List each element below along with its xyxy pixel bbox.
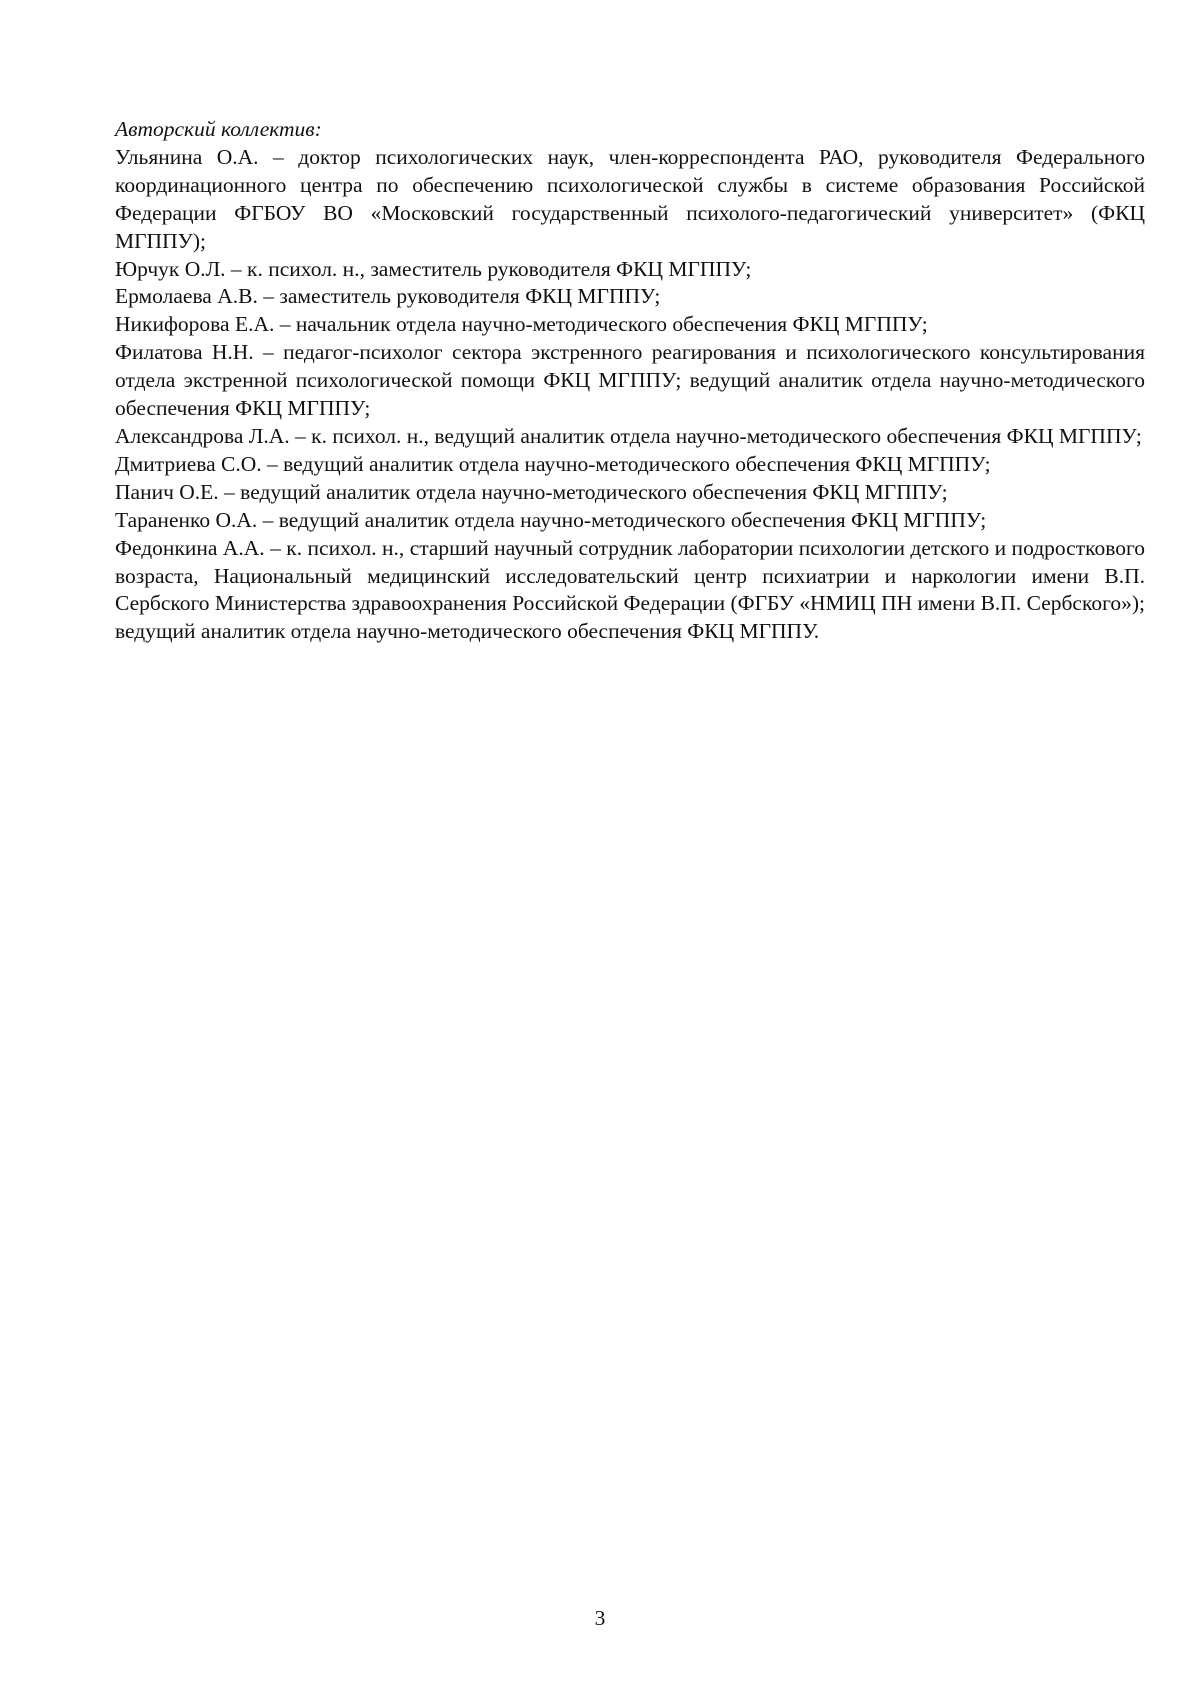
author-entry-filatova: Филатова Н.Н. – педагог-психолог сектора экстренного реагирования и психологического консультирования отдела экстренной психологической помощи ФКЦ МГППУ; ведущий аналитик отдела научно-методического обеспечения ФКЦ МГППУ; <box>115 340 1145 421</box>
authors-section <box>115 116 1145 646</box>
author-entry-nikiforova: Никифорова Е.А. – начальник отдела научно-методического обеспечения ФКЦ МГППУ; <box>115 312 928 337</box>
author-entry-yurchuk: Юрчук О.Л. – к. психол. н., заместитель руководителя ФКЦ МГППУ; <box>115 256 752 281</box>
section-heading: Авторский коллектив: <box>115 117 322 141</box>
page-number: 3 <box>594 1606 606 1630</box>
author-entry-dmitrieva: Дмитриева С.О. – ведущий аналитик отдела научно-методического обеспечения ФКЦ МГППУ; <box>115 451 991 476</box>
author-entry-aleksandrova: Александрова Л.А. – к. психол. н., ведущий аналитик отдела научно-методического обеспечения ФКЦ МГППУ; <box>115 423 1142 448</box>
author-entry-fedonkina: Федонкина А.А. – к. психол. н., старший научный сотрудник лаборатории психологии детского и подросткового возраста, Национальный медицинский исследовательский центр психиатрии и наркологии имени В.П. Сербского Министерства здравоохранения Российской Федерации (ФГБУ «НМИЦ ПН имени В.П. Сербского»); ведущий аналитик отдела научно-методического обеспечения ФКЦ МГППУ. <box>115 535 1145 644</box>
author-entry-panich: Панич О.Е. – ведущий аналитик отдела научно-методического обеспечения ФКЦ МГППУ; <box>115 479 948 504</box>
author-entry-ermolaeva: Ермолаева А.В. – заместитель руководителя ФКЦ МГППУ; <box>115 284 661 309</box>
author-entry-ulyanina: Ульянина О.А. – доктор психологических наук, член-корреспондента РАО, руководителя Федерального координационного центра по обеспечению психологической службы в системе образования Российской Федерации ФГБОУ ВО «Московский государственный психолого-педагогический университет» (ФКЦ МГППУ); <box>115 144 1145 253</box>
author-entry-taranenko: Тараненко О.А. – ведущий аналитик отдела научно-методического обеспечения ФКЦ МГППУ; <box>115 507 987 532</box>
